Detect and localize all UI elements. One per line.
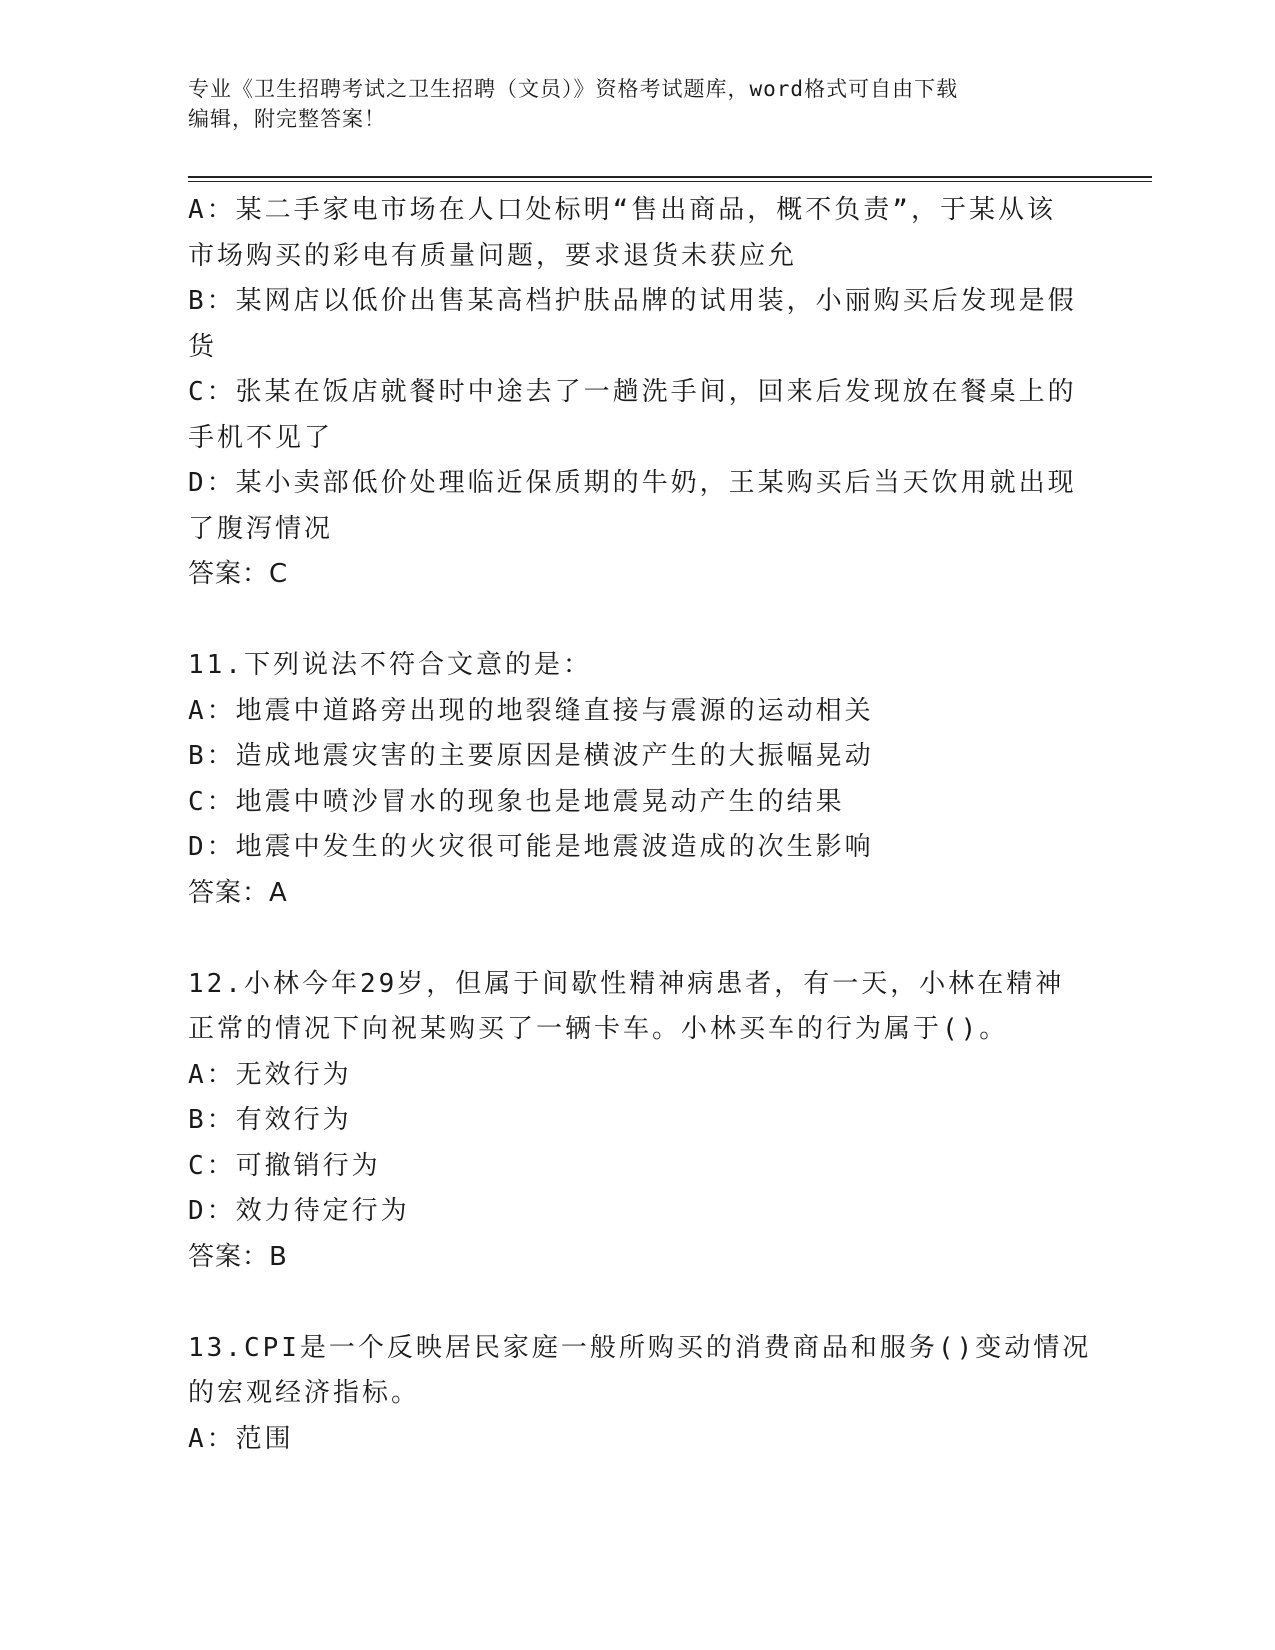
header-line-1: 专业《卫生招聘考试之卫生招聘（文员）》资格考试题库，word格式可自由下载 <box>188 77 959 101</box>
question-12 <box>188 962 1088 1281</box>
option-line: C：张某在饭店就餐时中途去了一趟洗手间，回来后发现放在餐桌上的 <box>188 377 1077 407</box>
option-line: 货 <box>188 331 218 362</box>
question-list <box>188 188 1092 1462</box>
option-line: A：地震中道路旁出现的地裂缝直接与震源的运动相关 <box>188 695 874 726</box>
question-11 <box>188 643 1088 916</box>
header-divider-thick <box>188 176 1152 178</box>
option-line: 了腹泻情况 <box>188 513 334 544</box>
question-stem: 11.下列说法不符合文意的是： <box>188 650 592 680</box>
spacer <box>188 1280 1088 1326</box>
option-line: B：造成地震灾害的主要原因是横波产生的大振幅晃动 <box>188 741 874 771</box>
answer-line: 答案：C <box>188 559 289 589</box>
question-stem: 正常的情况下向祝某购买了一辆卡车。小林买车的行为属于()。 <box>188 1014 1009 1044</box>
header-divider-thin <box>188 181 1152 182</box>
option-line: B：某网店以低价出售某高档护肤品牌的试用装，小丽购买后发现是假 <box>188 286 1077 316</box>
option-line: C：可撤销行为 <box>188 1150 381 1181</box>
option-line: A：无效行为 <box>188 1059 352 1090</box>
option-line: D：某小卖部低价处理临近保质期的牛奶，王某购买后当天饮用就出现 <box>188 468 1077 498</box>
question-13 <box>188 1326 1092 1463</box>
question-stem: 的宏观经济指标。 <box>188 1378 421 1408</box>
spacer <box>188 598 1088 644</box>
option-line: 手机不见了 <box>188 422 334 453</box>
spacer <box>188 916 1088 962</box>
option-line: B：有效行为 <box>188 1105 352 1135</box>
document-header <box>188 74 1088 134</box>
option-line: A：某二手家电市场在人口处标明“售出商品，概不负责”，于某从该 <box>188 195 1056 225</box>
question-10 <box>188 188 1088 598</box>
answer-line: 答案：B <box>188 1241 288 1272</box>
question-stem: 12.小林今年29岁，但属于间歇性精神病患者，有一天，小林在精神 <box>188 968 1065 999</box>
header-line-2: 编辑，附完整答案！ <box>188 107 386 131</box>
question-stem: 13.CPI是一个反映居民家庭一般所购买的消费商品和服务()变动情况 <box>188 1332 1092 1363</box>
answer-line: 答案：A <box>188 877 288 908</box>
option-line: D：地震中发生的火灾很可能是地震波造成的次生影响 <box>188 832 874 862</box>
option-line: C：地震中喷沙冒水的现象也是地震晃动产生的结果 <box>188 786 845 817</box>
option-line: 市场购买的彩电有质量问题，要求退货未获应允 <box>188 240 798 271</box>
option-line: A：范围 <box>188 1423 294 1454</box>
option-line: D：效力待定行为 <box>188 1196 410 1226</box>
